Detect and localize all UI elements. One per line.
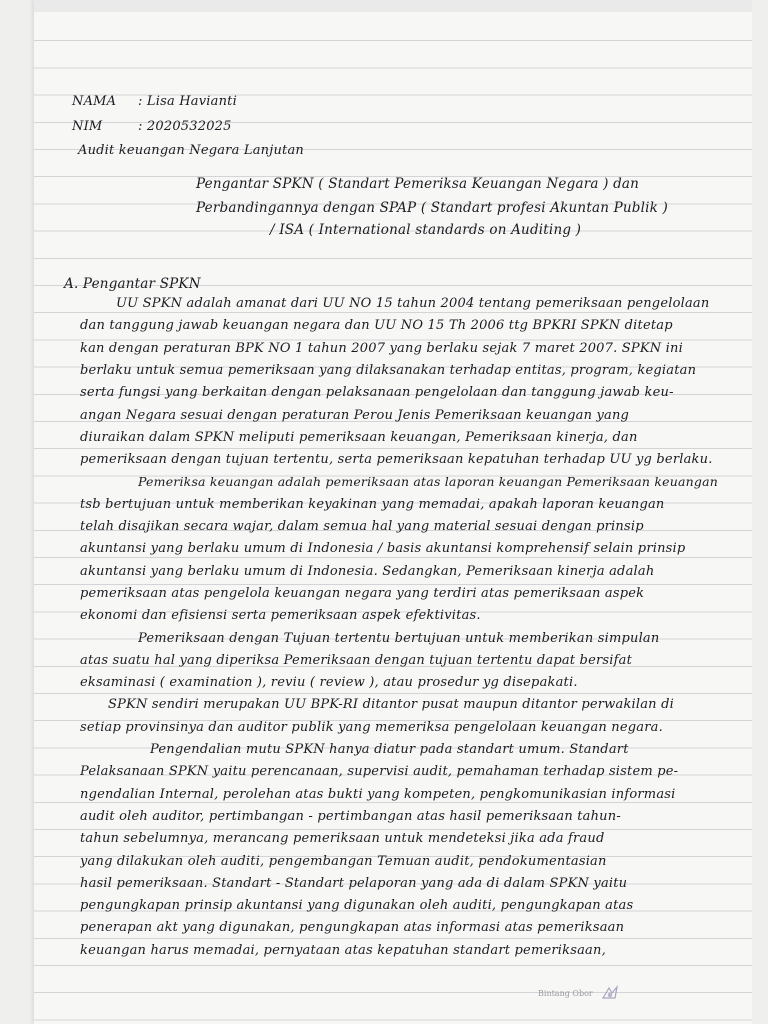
nim-label: NIM	[72, 119, 103, 134]
body-line: pemeriksaan atas pengelola keuangan negara yang terdiri atas pemeriksaan aspek	[80, 585, 645, 601]
body-line: ekonomi dan efisiensi serta pemeriksaan aspek efektivitas.	[80, 608, 481, 624]
name-value: : Lisa Havianti	[138, 94, 237, 109]
body-line: telah disajikan secara wajar, dalam semua hal yang material sesuai dengan prinsip	[80, 519, 644, 534]
title-line-1: Pengantar SPKN ( Standart Pemeriksa Keuangan Negara ) dan	[196, 176, 640, 192]
body-line: serta fungsi yang berkaitan dengan pelaksanaan pengelolaan dan tanggung jawab keu-	[80, 385, 674, 401]
body-line: Pengendalian mutu SPKN hanya diatur pada standart umum. Standart	[150, 742, 629, 757]
body-line: tahun sebelumnya, merancang pemeriksaan untuk mendeteksi jika ada fraud	[80, 831, 605, 847]
name-label: NAMA	[72, 94, 117, 109]
body-line: eksaminasi ( examination ), reviu ( review ), atau prosedur yg disepakati.	[80, 675, 578, 691]
body-line: setiap provinsinya dan auditor publik yang memeriksa pengelolaan keuangan negara.	[80, 719, 663, 735]
title-line-2: Perbandingannya dengan SPAP ( Standart profesi Akuntan Publik )	[196, 200, 668, 216]
course-title: Audit keuangan Negara Lanjutan	[78, 143, 304, 158]
body-line: akuntansi yang berlaku umum di Indonesia. Sedangkan, Pemeriksaan kinerja adalah	[80, 563, 655, 579]
body-line: audit oleh auditor, pertimbangan - pertimbangan atas hasil pemeriksaan tahun-	[80, 808, 621, 824]
body-line: dan tanggung jawab keuangan negara dan UU NO 15 Th 2006 ttg BPKRI SPKN ditetap	[80, 318, 673, 334]
brand-name: Bintang Obor	[538, 988, 593, 998]
title-line-3: / ISA ( International standards on Auditing )	[270, 222, 582, 238]
body-line: atas suatu hal yang diperiksa Pemeriksaan dengan tujuan tertentu dapat bersifat	[80, 652, 633, 668]
body-line: pengungkapan prinsip akuntansi yang digunakan oleh auditi, pengungkapan atas	[80, 898, 634, 914]
body-line: keuangan harus memadai, pernyataan atas kepatuhan standart pemeriksaan,	[80, 942, 606, 958]
nim-value: : 2020532025	[138, 119, 232, 134]
body-line: kan dengan peraturan BPK NO 1 tahun 2007 yang berlaku sejak 7 maret 2007. SPKN ini	[80, 340, 683, 356]
body-line: tsb bertujuan untuk memberikan keyakinan yang memadai, apakah laporan keuangan	[80, 496, 665, 512]
body-line: hasil pemeriksaan. Standart - Standart pelaporan yang ada di dalam SPKN yaitu	[80, 875, 628, 891]
body-line: angan Negara sesuai dengan peraturan Perou Jenis Pemeriksaan keuangan yang	[80, 407, 630, 423]
body-line: Pelaksanaan SPKN yaitu perencanaan, supervisi audit, pemahaman terhadap sistem pe-	[80, 764, 679, 780]
body-line: SPKN sendiri merupakan UU BPK-RI ditantor pusat maupun ditantor perwakilan di	[108, 697, 674, 713]
body-line: Pemeriksaan dengan Tujuan tertentu bertujuan untuk memberikan simpulan	[138, 630, 660, 646]
body-line: Pemeriksa keuangan adalah pemeriksaan atas laporan keuangan Pemeriksaan keuangan	[138, 474, 718, 490]
body-line: ngendalian Internal, perolehan atas bukti yang kompeten, pengkomunikasian informasi	[80, 786, 676, 802]
body-line: pemeriksaan dengan tujuan tertentu, serta pemeriksaan kepatuhan terhadap UU yg berlaku.	[80, 452, 713, 468]
body-line: akuntansi yang berlaku umum di Indonesia / basis akuntansi komprehensif selain prinsip	[80, 541, 686, 557]
body-line: penerapan akt yang digunakan, pengungkapan atas informasi atas pemeriksaan	[80, 920, 625, 936]
body-line: diuraikan dalam SPKN meliputi pemeriksaan keuangan, Pemeriksaan kinerja, dan	[80, 429, 638, 445]
section-heading: A. Pengantar SPKN	[64, 276, 201, 292]
brand-logo	[538, 984, 621, 1002]
page-top-edge	[34, 0, 752, 12]
body-line: UU SPKN adalah amanat dari UU NO 15 tahun 2004 tentang pemeriksaan pengelolaan	[116, 296, 710, 311]
torch-logo-icon	[599, 984, 621, 1002]
body-line: berlaku untuk semua pemeriksaan yang dilaksanakan terhadap entitas, program, kegiatan	[80, 362, 697, 378]
body-line: yang dilakukan oleh auditi, pengembangan Temuan audit, pendokumentasian	[80, 853, 607, 869]
